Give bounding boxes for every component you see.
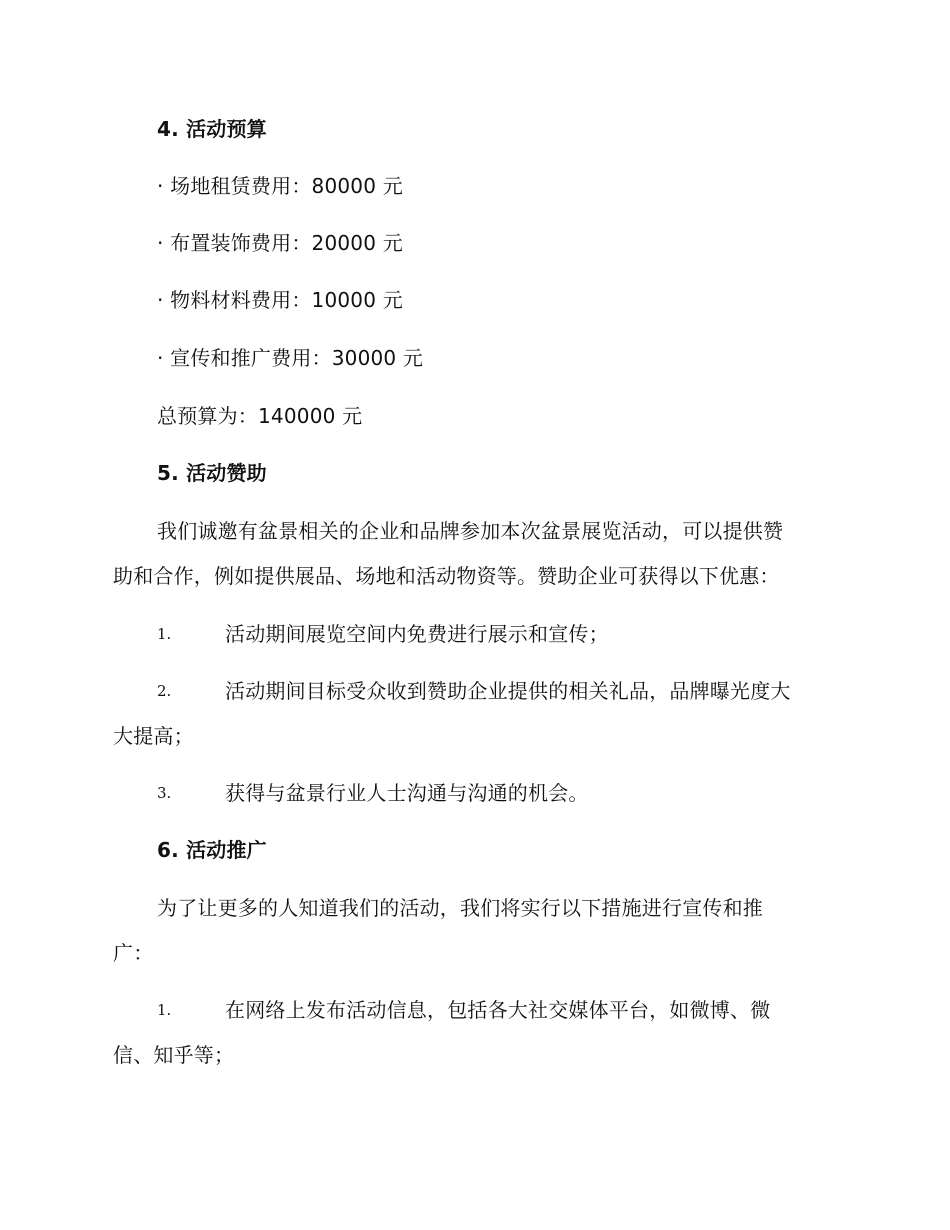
section-heading-sponsorship: 5. 活动赞助 bbox=[157, 461, 267, 485]
sponsorship-intro-line: 我们诚邀有盆景相关的企业和品牌参加本次盆景展览活动，可以提供赞 bbox=[157, 519, 784, 543]
promotion-measure-item: 在网络上发布活动信息，包括各大社交媒体平台，如微博、微 bbox=[225, 998, 771, 1022]
sponsorship-intro-line: 助和合作，例如提供展品、场地和活动物资等。赞助企业可获得以下优惠： bbox=[113, 564, 780, 588]
list-number: 1. bbox=[157, 625, 172, 643]
sponsorship-benefit-item: 活动期间目标受众收到赞助企业提供的相关礼品，品牌曝光度大 bbox=[225, 679, 791, 703]
sponsorship-benefit-item-continued: 大提高； bbox=[113, 724, 194, 748]
section-heading-budget: 4. 活动预算 bbox=[157, 117, 267, 141]
promotion-intro-line: 为了让更多的人知道我们的活动，我们将实行以下措施进行宣传和推 bbox=[157, 896, 763, 920]
section-heading-promotion: 6. 活动推广 bbox=[157, 838, 267, 862]
list-number: 3. bbox=[157, 784, 172, 802]
budget-item-venue: · 场地租赁费用：80000 元 bbox=[157, 174, 403, 198]
promotion-measure-item-continued: 信、知乎等； bbox=[113, 1043, 235, 1067]
list-number: 2. bbox=[157, 682, 172, 700]
sponsorship-benefit-item: 活动期间展览空间内免费进行展示和宣传； bbox=[225, 622, 609, 646]
sponsorship-benefit-item: 获得与盆景行业人士沟通与沟通的机会。 bbox=[225, 781, 589, 805]
budget-total: 总预算为：140000 元 bbox=[157, 404, 363, 428]
list-number: 1. bbox=[157, 1001, 172, 1019]
budget-item-decoration: · 布置装饰费用：20000 元 bbox=[157, 231, 403, 255]
promotion-intro-line: 广： bbox=[113, 941, 154, 965]
budget-item-materials: · 物料材料费用：10000 元 bbox=[157, 288, 403, 312]
budget-item-promotion: · 宣传和推广费用：30000 元 bbox=[157, 346, 424, 370]
